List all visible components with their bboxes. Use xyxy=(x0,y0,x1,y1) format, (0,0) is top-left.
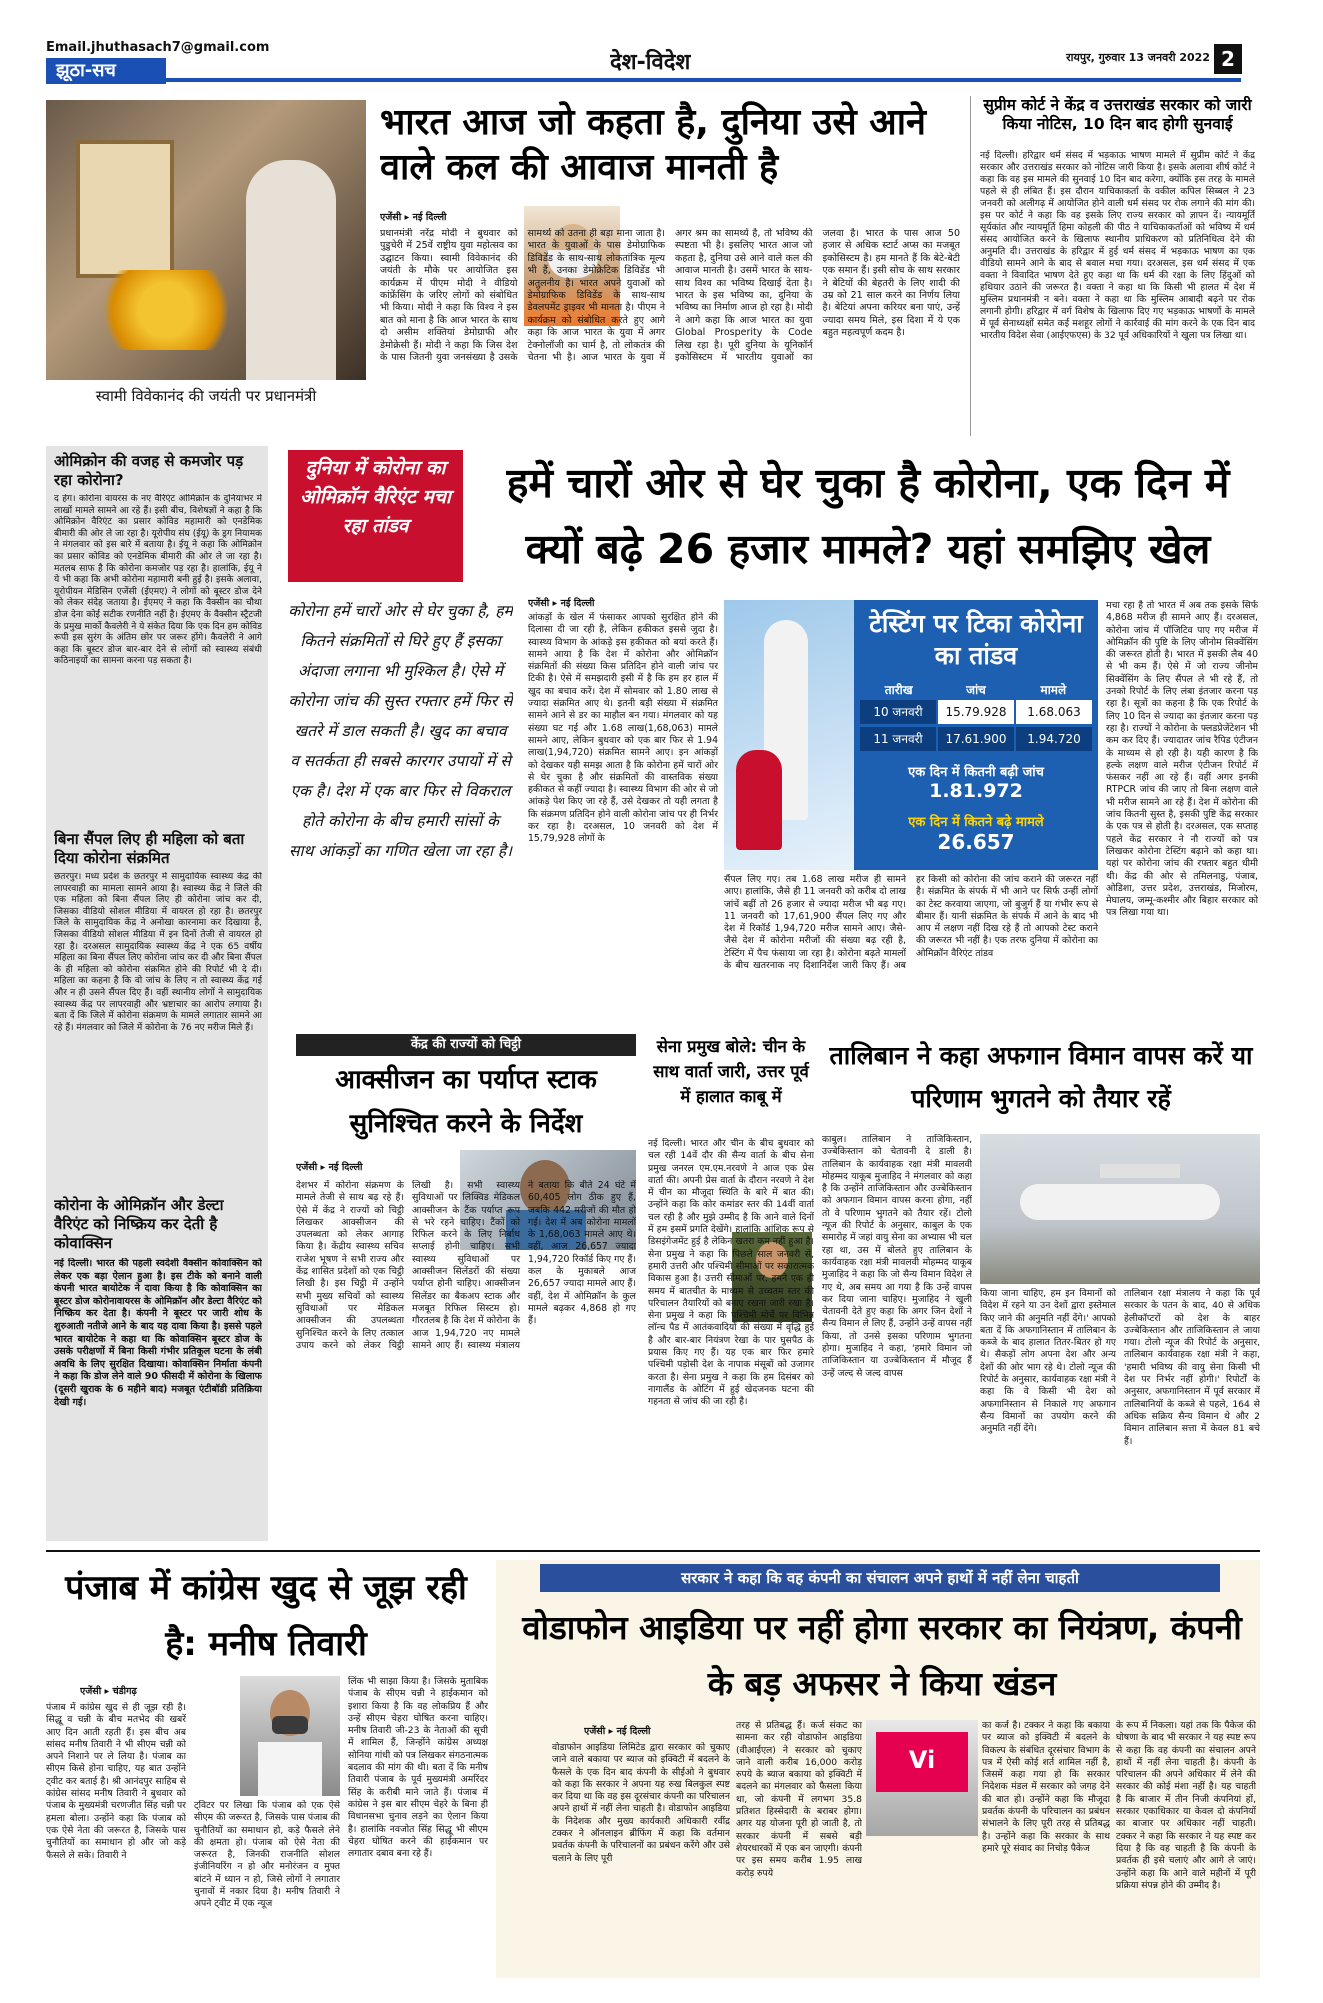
photo-caption: स्वामी विवेकानंद की जयंती पर प्रधानमंत्री xyxy=(95,387,317,405)
oxygen-headline: आक्सीजन का पर्याप्त स्टाक सुनिश्चित करने के निर्देश xyxy=(335,1065,597,1139)
taliban-body-c: तालिबान रक्षा मंत्रालय ने कहा कि पूर्व सरकार के पतन के बाद, 40 से अधिक हेलीकॉप्टरों को देश के बाहर उज्बेकिस्तान और ताजिकिस्तान ले जाया गया। टोलो न्यूज की रिपोर्ट के अनुसार, तालिबान कार्यवाहक रक्षा मंत्री ने कहा, 'हमारी भविष्य की वायु सेना किसी भी देश पर निर्भर नहीं होगी।' रिपोर्टों के अनुसार, अफगानिस्तान में पूर्व सरकार में तालिबानियों के कब्जे से पहले, 164 से अधिक सक्रिय सैन्य विमान थे और 2 विमान तालिबान सत्ता में केवल 81 बचे हैं। xyxy=(1124,1288,1260,1447)
vi-store-photo xyxy=(866,1720,978,1836)
section-title: देश-विदेश xyxy=(610,50,691,75)
lead-body: प्रधानमंत्री नरेंद्र मोदी ने बुधवार को पुडुचेरी में 25वें राष्ट्रीय युवा महोत्सव का उद्घाटन किया। स्वामी विवेकानंद की जयंती के मौके पर आयोजित इस कार्यक्रम में पीएम मोदी ने वीडियो कांफ्रेंसिंग के जरिए लोगों को संबोधित भी किया। मोदी ने कहा कि विश्व ने इस बात को माना है कि आज भारत के साथ दो असीम शक्तियां डेमोग्राफी और डेमोक्रेसी हैं। मोदी ने कहा कि जिस देश के पास जितनी युवा जनसंख्या है उसके सामर्थ्य को उतना ही बड़ा माना जाता है। भारत के युवाओं के पास डेमोग्राफिक डिविडेंड के साथ-साथ लोकतांत्रिक मूल्य भी हैं, उनका डेमोक्रेटिक डिविडेंड भी अतुलनीय है। भारत अपने युवाओं को डेमोग्राफिक डिविडेंड के साथ-साथ डेवलपमेंट ड्राइवर भी मानता है। पीएम ने कार्यक्रम को संबोधित करते हुए आगे कहा कि आज भारत के युवा में अगर टेक्नोलॉजी का चार्म है, तो लोकतंत्र की चेतना भी है। आज भारत के युवा में अगर श्रम का सामर्थ्य है, तो भविष्य की स्पष्टता भी है। इसलिए भारत आज जो कहता है, दुनिया उसे आने वाले कल की आवाज मानती है। उसमें भारत के साथ-साथ विश्व का भविष्य दिखाई देता है। भारत के इस भविष्य का, दुनिया के भविष्य का निर्माण आज हो रहा है। मोदी ने आगे कहा कि आज भारत का युवा Global Prosperity के Code लिख रहा है। पूरी दुनिया के यूनिकॉर्न इकोसिस्टम में भारतीय युवाओं का जलवा है। भारत के पास आज 50 हजार से अधिक स्टार्ट अप्स का मजबूत इकोसिस्टम है। हम मानते हैं कि बेटे-बेटी एक समान हैं। इसी सोच के साथ सरकार ने बेटियों की बेहतरी के लिए शादी की उम्र को 21 साल करने का निर्णय लिया है। बेटियां अपना करियर बना पाएं, उन्हें ज्यादा समय मिले, इस दिशा में ये एक बहुत महत्वपूर्ण कदम है। xyxy=(380,228,960,364)
china-headline: सेना प्रमुख बोले: चीन के साथ वार्ता जारी, उत्तर पूर्व में हालात काबू में xyxy=(653,1037,809,1106)
lead-headline: भारत आज जो कहता है, दुनिया उसे आने वाले कल की आवाज मानती है xyxy=(380,102,927,188)
oxygen-tag: केंद्र की राज्यों को चिट्ठी xyxy=(296,1034,636,1056)
vi-logo: Vi xyxy=(908,1746,936,1774)
vodafone-body-a: वोडाफोन आइडिया लिमिटेड द्वारा सरकार को चुकाए जाने वाले बकाया पर ब्याज को इक्विटी में बदलने के फैसले के एक दिन बाद कंपनी के सीईओ ने बुधवार को कहा कि सरकार ने अपना यह रुख बिलकुल स्पष्ट कर दिया था कि वह इस दूरसंचार कंपनी का परिचालन अपने हाथों में नहीं लेना चाहती है। वोडाफोन आइडिया के निदेशक और मुख्य कार्यकारी अधिकारी रवींद्र टक्कर ने ऑनलाइन ब्रीफिंग में कहा कि वर्तमान प्रवर्तक कंपनी के परिचालनों का प्रबंधन करेंगे और उसे चलाने के लिए पूरी xyxy=(552,1742,730,1864)
taliban-headline: तालिबान ने कहा अफगान विमान वापस करें या परिणाम भुगतने को तैयार रहें xyxy=(829,1041,1253,1113)
oxygen-byline: एजेंसी ▸ नई दिल्ली xyxy=(296,1162,363,1173)
corona-headline: हमें चारों ओर से घेर चुका है कोरोना, एक दिन में क्यों बढ़े 26 हजार मामले? यहां समझिए खेल xyxy=(506,459,1230,573)
sample-body: छतरपुर। मध्य प्रदेश के छतरपुर में सामुदायिक स्वास्थ्य केंद्र की लापरवाही का मामला सामने आया है। स्वास्थ्य केंद्र ने जिले की एक महिला को बिना सैंपल लिए ही कोरोना जांच कर दी, जिसका वीडियो सोशल मीडिया में वायरल हो रहा है। छतरपुर जिले के सामुदायिक केंद्र ने अनोखा कारनामा कर दिखाया है, जिसका वीडियो सोशल मीडिया में इन दिनों तेजी से वायरल हो रहा है। दरअसल सामुदायिक स्वास्थ्य केंद्र ने एक 65 वर्षीय महिला का बिना सैंपल लिए कोरोना जांच कर दी और बिना सैंपल के ही महिला को कोरोना संक्रमित होने की रिपोर्ट भी दे दी। महिला का कहना है कि वो जांच के लिए न तो स्वास्थ्य केंद्र गई और न ही उसने सैंपल दिए हैं। वहीं स्थानीय लोगों ने सामुदायिक स्वास्थ्य केंद्र पर लापरवाही और भ्रष्टाचार का आरोप लगाया है। बता दें कि जिले में कोरोना संक्रमण के मामले लगातार सामने आ रहे हैं। मंगलवार को जिले में कोरोना के 76 नए मरीज मिले हैं। xyxy=(54,872,262,1033)
vodafone-body-d: के रूप में निकला। यहां तक कि पैकेज की घोषणा के बाद भी सरकार ने यह स्पष्ट रूप से कहा कि वह कंपनी का संचालन अपने हाथों में नहीं लेना चाहती है। कंपनी के परिचालन की अपने अधिकार में लेने की सरकार की कोई मंशा नहीं है। यह चाहती है कि बाजार में तीन निजी कंपनियां हों, सरकार एकाधिकार या केवल दो कंपनियों का बाजार पर अधिकार नहीं चाहती। टक्कर ने कहा कि सरकार ने यह स्पष्ट कर दिया है कि वह चाहती है कि कंपनी के प्रवर्तक ही इसे चलाएं और आगे ले जाएं। उन्होंने कहा कि आने वाले महीनों में पूरी प्रक्रिया संपन्न होने की उम्मीद है। xyxy=(1116,1720,1256,1891)
stat-cases-label: एक दिन में कितने बढ़े मामले xyxy=(908,815,1044,830)
punjab-headline: पंजाब में कांग्रेस खुद से जूझ रही है: मनीष तिवारी xyxy=(65,1568,467,1664)
omicron-body: द हेग। कोरोना वायरस के नए वैरिएंट ओमिक्रोन के दुनियाभर में लाखों मामले सामने आ रहे हैं। इसी बीच, विशेषज्ञों ने कहा है कि ओमिक्रोन वैरिएंट का प्रसार कोविड महामारी को एनडेमिक बीमारी की ओर ले जा रहा है। यूरोपीय संघ (ईयू) के ड्रग नियामक ने मंगलवार को इस बारे में बताया है। ईयू ने कहा कि ओमिक्रोन का प्रसार कोविड को एनडेमिक बीमारी की ओर ले जा रहा है। मतलब साफ है कि कोरोना कमजोर पड़ रहा है। हालांकि, ईयू ने ये भी कहा कि अभी कोरोना महामारी बनी हुई है। इसके अलावा, यूरोपीयन मेडिसिन एजेंसी (ईएमए) ने लोगों को बूस्टर डोज देने को लेकर संदेह जताया है। ईएमए ने कहा कि वैक्सीन का चौथा डोज देना कोई सटीक रणनीति नहीं है। ईएमए के वैक्सीन स्ट्रैटजी के प्रमुख मार्को कैवलेरी ने ये संकेत दिया कि एक दिन हम कोविड रूपी इस सुरंग के अंतिम छोर पर जरूर होंगे। कैवलेरी ने आगे कहा कि बूस्टर डोज बार-बार देने से लोगों को स्वास्थ्य संबंधी कठिनाइयों का सामना करना पड़ सकता है। xyxy=(54,494,262,667)
stat-tests-label: एक दिन में कितनी बढ़ी जांच xyxy=(908,765,1044,780)
vodafone-body-b: तरह से प्रतिबद्ध हैं। कर्ज संकट का सामना कर रही वोडाफोन आइडिया (वीआईएल) ने सरकार को चुकाए जाने वाली करीब 16,000 करोड़ रुपये के ब्याज बकाया को इक्विटी में बदलने का मंगलवार को फैसला किया था, जो कंपनी में लगभग 35.8 प्रतिशत हिस्सेदारी के बराबर होगा। अगर यह योजना पूरी हो जाती है, तो सरकार कंपनी में सबसे बड़ी शेयरधारकों में एक बन जाएगी। कंपनी पर इस समय करीब 1.95 लाख करोड़ रुपये xyxy=(736,1720,862,1879)
punjab-body-b: ट्विटर पर लिखा कि पंजाब को एक ऐसे सीएम की जरूरत है, जिसके पास पंजाब की चुनौतियों का समाधान हो, कड़े फैसले लेने की क्षमता हो। पंजाब को ऐसे नेता की जरूरत है, जिनकी राजनीति सोशल इंजीनियरिंग न हो और मनोरंजन व मुफ्त बांटने में ध्यान न हो, जिसे लोगों ने लगातार चुनावों में नकार दिया है। मनीष तिवारी ने अपने ट्वीट में एक न्यूज xyxy=(194,1800,340,1910)
omicron-headline: ओमिक्रोन की वजह से कमजोर पड़ रहा कोरोना? xyxy=(54,452,244,489)
tewari-photo xyxy=(240,1676,340,1796)
corona-body-a: आंकड़ों के खेल में फंसाकर आपको सुरक्षित होने की दिलासा दी जा रही है, लेकिन हकीकत इससे जुदा है। स्वास्थ्य विभाग के आंकड़े इस हकीकत को बयां करते हैं। सामने आया है कि देश में कोरोना और ओमिक्रॉन संक्रमितों की संख्या किस प्रतिदिन होने वाली जांच पर टिकी है। ऐसे में समझदारी इसी में है कि हम हर हाल में खुद का बचाव करें। देश में सोमवार को 1.80 लाख से ज्यादा संक्रमित आए थे। इतनी बड़ी संख्या में संक्रमित सामने आने से डर का माहौल बन गया। मंगलवार को यह संख्या घट गई और 1.68 लाख(1,68,063) मामले सामने आए, लेकिन बुधवार को एक बार फिर से 1.94 लाख(1,94,720) संक्रमित सामने आए। इन आंकड़ों को देखकर यही समझ आता है कि कोरोना हमें चारों ओर से घेर चुका है और संक्रमितों की वास्तविक संख्या हकीकत से कहीं ज्यादा है। स्वास्थ्य विभाग की ओर से जो आंकड़े पेश किए जा रहे हैं, उसे देखकर तो यही लगता है कि संक्रमण प्रतिदिन होने वाली कोरोना जांच पर ही निर्भर कर रहा है। दरअसल, 10 जनवरी को देश में 15,79,928 लोगों के xyxy=(528,612,718,845)
vodafone-body-c: का कर्ज है। टक्कर ने कहा कि बकाया पर ब्याज को इक्विटी में बदलने के विकल्प के संबंधित दूरसंचार विभाग के पत्र में ऐसी कोई शर्त शामिल नहीं है, जिसमें कहा गया हो कि सरकार निदेशक मंडल में सरकार को जगह देने की बात हो। उन्होंने कहा कि मौजूदा प्रवर्तक कंपनी के परिचालन का प्रबंधन संभालने के लिए पूरी तरह से प्रतिबद्ध है। उन्होंने कहा कि सरकार के साथ हमारे पूरे संवाद का निचोड़ पैकेज xyxy=(982,1720,1110,1854)
infographic-table xyxy=(860,680,1092,754)
table-row xyxy=(860,700,1092,724)
table-cell: 17.61.900 xyxy=(938,727,1014,751)
taliban-aircraft-photo xyxy=(980,1134,1260,1284)
vodafone-tag: सरकार ने कहा कि वह कंपनी का संचालन अपने हाथों में नहीं लेना चाहती xyxy=(540,1564,1220,1592)
punjab-body-c: लिंक भी साझा किया है। जिसके मुताबिक पंजाब के सीएम चन्नी ने हाईकमान को इशारा किया है कि वह लोकप्रिय हैं और उन्हें सीएम चेहरा घोषित करना चाहिए। मनीष तिवारी जी-23 के नेताओं की सूची में शामिल हैं, जिन्होंने कांग्रेस अध्यक्ष सोनिया गांधी को पत्र लिखकर संगठनात्मक बदलाव की मांग की थी। बता दें कि मनीष तिवारी पंजाब के पूर्व मुख्यमंत्री अमरिंदर सिंह के करीबी माने जाते हैं। पंजाब में कांग्रेस ने इस बार सीएम चेहरे के बिना ही विधानसभा चुनाव लड़ने का ऐलान किया है। हालांकि नवजोत सिंह सिद्धू भी सीएम चेहरा घोषित करने की हाईकमान पर लगातार दबाव बना रहे हैं। xyxy=(348,1676,488,1860)
taliban-body-b: किया जाना चाहिए, हम इन विमानों को विदेश में रहने या उन देशों द्वारा इस्तेमाल किए जाने की अनुमति नहीं देंगे।' आपको बता दें कि अफगानिस्तान में तालिबान के कब्जे के बाद हालात तितर-बितर हो गए थे। सैकड़ों लोग अपना देश और अन्य देशों की ओर भाग रहे थे। टोलो न्यूज की रिपोर्ट के अनुसार, कार्यवाहक रक्षा मंत्री ने कहा कि वे किसी भी देश को अफगानिस्तान से निकाले गए अफगान सैन्य विमानों का उपयोग करने की अनुमति नहीं देंगे। xyxy=(980,1288,1116,1435)
masthead-rule xyxy=(166,78,1241,82)
taliban-body-a: काबुल। तालिबान ने ताजिकिस्तान, उज्बेकिस्तान को चेतावनी दे डाली है। तालिबान के कार्यवाहक रक्षा मंत्री मावलवी मोहम्मद याकूब मुजाहिद ने मंगलवार को कहा है कि उन्होंने ताजिकिस्तान और उज्बेकिस्तान को अफगान विमान वापस करना होगा, नहीं तो वे परिणाम भुगतने को तैयार रहें। टोलो न्यूज की रिपोर्ट के अनुसार, काबुल के एक समारोह में जहां वायु सेना का अभ्यास भी चल रहा था, उस में बोलते हुए तालिबान के कार्यवाहक रक्षा मंत्री मावलवी मोहम्मद याकूब मुजाहिद ने कहा कि जो सैन्य विमान विदेश ले गए थे, अब समय आ गया है कि उन्हें वापस कर दिया जाना चाहिए। मुजाहिद ने खुली चेतावनी देते हुए कहा कि अगर जिन देशों ने सैन्य विमान ले लिए हैं, उन्होंने उन्हें वापस नहीं किया, तो उनसे इसका परिणाम भुगतना होगा। मुजाहिद ने कहा, 'हमारे विमान जो ताजिकिस्तान या उज्बेकिस्तान में मौजूद हैं उन्हें जल्द से जल्द वापस xyxy=(822,1134,972,1379)
table-cell: 1.68.063 xyxy=(1016,700,1092,724)
infographic-title: टेस्टिंग पर टिका कोरोना का तांडव xyxy=(869,609,1083,670)
china-body: नई दिल्ली। भारत और चीन के बीच बुधवार को चल रही 14वें दौर की सैन्य वार्ता के बीच सेना प्रमुख जनरल एम.एम.नरवणे ने आज एक प्रेस वार्ता की। अपनी प्रेस वार्ता के दौरान नरवणे ने देश में चीन का मौजूदा स्थिति के बारे में बात की। उन्होंने कहा कि कोर कमांडर स्तर की 14वीं वार्ता चल रही है और मुझे उम्मीद है कि आने वाले दिनों में हम इसमें प्रगति देखेंगे। हालांकि आंशिक रूप से डिसइंगेजमेंट हुई है लेकिन खतरा कम नहीं हुआ है। सेना प्रमुख ने कहा कि पिछले साल जनवरी से, हमारी उत्तरी और पश्चिमी सीमाओं पर सकारात्मक विकास हुआ है। उत्तरी सीमाओं पर, हमने एक ही समय में बातचीत के माध्यम से उच्चतम स्तर की परिचालन तैयारियों को बनाए रखना जारी रखा है। सेना प्रमुख ने कहा कि पश्चिमी मोर्चे पर विभिन्न लॉन्च पैड में आतंकवादियों की संख्या में वृद्धि हुई है और बार-बार नियंत्रण रेखा के पार घुसपैठ के प्रयास किए गए हैं। यह एक बार फिर हमारे पश्चिमी पड़ोसी देश के नापाक मंसूबों को उजागर करता है। सेना प्रमुख ने कहा कि हम दिसंबर को नागालैंड के ओटिंग में हुई खेदजनक घटना की गहनता से जांच की जा रही है। xyxy=(648,1138,814,1408)
punjab-body-a: पंजाब में कांग्रेस खुद से ही जूझ रही है। सिद्धू व चन्नी के बीच मतभेद की खबरें आए दिन आती रहती हैं। इस बीच अब सांसद मनीष तिवारी ने भी सीएम चन्नी को अपने निशाने पर ले लिया है। पंजाब का सीएम किसे होना चाहिए, यह बात उन्होंने ट्वीट कर बताई है। श्री आनंदपुर साहिब से कांग्रेस सांसद मनीष तिवारी ने बुधवार को पंजाब के मुख्यमंत्री चरणजीत सिंह चन्नी पर हमला बोला। उन्होंने कहा कि पंजाब को एक ऐसे नेता की जरूरत है, जिसके पास चुनौतियों का समाधान हो और जो कड़े फैसले ले सके। तिवारी ने xyxy=(46,1702,186,1861)
table-cell: 15.79.928 xyxy=(938,700,1014,724)
contact-email: Email.jhuthasach7@gmail.com xyxy=(46,40,270,55)
punjab-byline: एजेंसी ▸ चंडीगढ़ xyxy=(80,1686,137,1697)
column-divider xyxy=(970,96,971,436)
col-header-cases: मामले xyxy=(1040,683,1067,697)
vodafone-headline: वोडाफोन आइडिया पर नहीं होगा सरकार का नियंत्रण, कंपनी के बड़ अफसर ने किया खंडन xyxy=(522,1608,1242,1703)
corona-kicker: दुनिया में कोरोना का ओमिक्रॉन वैरिएंट मचा रहा तांडव xyxy=(288,450,463,582)
corona-quote: कोरोना हमें चारों ओर से घेर चुका है, हम कितने संक्रमितों से घिरे हुए हैं इसका अंदाजा लगाना भी मुश्किल है। ऐसे में कोरोना जांच की सुस्त रफ्तार हमें फिर से खतरे में डाल सकती है। खुद का बचाव व सतर्कता ही सबसे कारगर उपायों में से एक है। देश में एक बार फिर से विकराल होते कोरोना के बीच हमारी सांसों के साथ आंकड़ों का गणित खेला जा रहा है। xyxy=(288,602,513,860)
table-cell: 10 जनवरी xyxy=(860,700,936,724)
corona-body-c: मचा रहा है तो भारत में अब तक इसके सिर्फ 4,868 मरीज ही सामने आए हैं। दरअसल, कोरोना जांच में पॉजिटिव पाए गए मरीज में ओमिक्रॉन की पुष्टि के लिए जीनोम सिक्वेंसिंग की जरूरत होती है। भारत में इसकी लैब 40 से भी कम हैं। ऐसे में जो राज्य जीनोम सिक्वेंसिंग के लिए सैंपल ले भी रहे हैं, तो उनको रिपोर्ट के लिए लंबा इंतजार करना पड़ रहा है। सूत्रों का कहना है कि एक रिपोर्ट के लिए 10 दिन से ज्यादा का इंतजार करना पड़ रहा है। राज्यों ने कोरोना के फ्लडप्रेजेंटेशन भी कम कर दिए हैं। ज्यादातर जांच रैपिड एंटीजन के माध्यम से हो रही है। यही कारण है कि हल्के लक्षण वाले मरीज एंटीजन रिपोर्ट में फंसकर नहीं आ रहे हैं। वहीं अगर इनकी RTPCR जांच की जाए तो बिना लक्षण वाले भी मरीज सामने आ रहे हैं। देश में कोरोना की जांच कितनी सुस्त है, इसकी पुष्टि केंद्र सरकार के एक पत्र से होती है। दरअसल, एक सप्ताह पहले केंद्र सरकार ने नौ राज्यों को पत्र लिखकर कोरोना टेस्टिंग बढ़ाने को कहा था। यहां पर कोरोना जांच की रफ्तार बहुत धीमी थी। केंद्र की ओर से तमिलनाडु, पंजाब, ओडिशा, उत्तर प्रदेश, उत्तराखंड, मिजोरम, मेघालय, जम्मू-कश्मीर और बिहार सरकार को पत्र लिखा गया था। xyxy=(1106,600,1258,919)
section-rule xyxy=(46,1550,1260,1552)
corona-byline: एजेंसी ▸ नई दिल्ली xyxy=(528,598,595,609)
table-cell: 1.94.720 xyxy=(1016,727,1092,751)
supreme-court-headline: सुप्रीम कोर्ट ने केंद्र व उत्तराखंड सरकार को जारी किया नोटिस, 10 दिन बाद होगी सुनवाई xyxy=(983,96,1252,134)
brand-label: झूठा-सच xyxy=(46,58,166,84)
lead-byline: एजेंसी ▸ नई दिल्ली xyxy=(380,212,447,223)
col-header-date: तारीख xyxy=(884,683,913,697)
supreme-court-body: नई दिल्ली। हरिद्वार धर्म संसद में भड़काऊ भाषण मामले में सुप्रीम कोर्ट ने केंद्र सरकार और उत्तराखंड सरकार को नोटिस जारी किया है। इसके अलावा शीर्ष कोर्ट ने कहा कि वह इस मामले की सुनवाई 10 दिन बाद करेगा, क्योंकि इस तरह के मामले पहले से ही लंबित हैं। इस दौरान याचिकाकर्ता के वकील कपिल सिब्बल ने 23 जनवरी को अलीगढ़ में आयोजित होने वाली धर्म संसद पर रोक लगाने की मांग की। इस पर कोर्ट ने कहा कि वह इसके लिए राज्य सरकार को ज्ञापन दें। न्यायमूर्ति सूर्यकांत और न्यायमूर्ति हिमा कोहली की पीठ ने याचिकाकर्ताओं को भविष्य में धर्म संसद आयोजित करने के खिलाफ स्थानीय प्राधिकरण को प्रतिनिधित्व देने की अनुमति दी। उत्तराखंड के हरिद्वार में हुई धर्म संसद में भड़काऊ भाषण का एक वीडियो सामने आने के बाद से बवाल मचा गया। दरअसल, इस धर्म संसद में एक वक्ता ने विवादित भाषण देते हुए कहा था कि धर्म की रक्षा के लिए हिंदुओं को हथियार उठाने की जरूरत है। वक्ता ने कहा था कि किसी भी हालत में देश में मुस्लिम प्रधानमंत्री न बने। वक्ता ने कहा था कि मुस्लिम आबादी बढ़ने पर रोक लगानी होगी। हरिद्वार में वर्ग विशेष के खिलाफ दिए गए भड़काऊ भाषणों के मामले में पूर्व सेनाध्यक्षों समेत कई मशहूर लोगों ने कार्रवाई की मांग करने के एक दिन बाद भारतीय विदेश सेवा (आईएफएस) के 32 पूर्व अधिकारियों ने खुला पत्र लिखा था। xyxy=(980,150,1255,341)
sample-headline: बिना सैंपल लिए ही महिला को बता दिया कोरोना संक्रमित xyxy=(54,830,245,867)
col-header-tests: जांच xyxy=(966,683,986,697)
pm-tribute-photo xyxy=(46,100,366,380)
page-number: 2 xyxy=(1214,44,1242,74)
stat-tests-value: 1.81.972 xyxy=(929,780,1023,802)
stat-cases-value: 26.657 xyxy=(937,830,1015,854)
covaxin-body: नई दिल्ली। भारत की पहली स्वदेशी वैक्सीन कोवाक्सिन को लेकर एक बड़ा ऐलान हुआ है। इस टीके को बनाने वाली कंपनी भारत बायोटेक ने दावा किया है कि कोवाक्सिन का बूस्टर डोज कोरोनावायरस के ओमिक्रॉन और डेल्टा वैरिएंट को निष्क्रिय कर देता है। कंपनी ने बूस्टर पर जारी शोध के शुरुआती नतीजे आने के बाद यह दावा किया है। इससे पहले भारत बायोटेक ने कहा था कि कोवाक्सिन बूस्टर डोज के उसके परीक्षणों में बिना किसी गंभीर प्रतिकूल घटना के लंबी अवधि के लिए सुरक्षित दिखाया। कोवाक्सिन निर्माता कंपनी ने कहा कि डोज लेने वाले 90 फीसदी में कोरोना के खिलाफ (दूसरी खुराक के 6 महीने बाद) मजबूत एंटीबॉडी प्रतिक्रिया देखी गई। xyxy=(54,1258,262,1408)
vodafone-byline: एजेंसी ▸ नई दिल्ली xyxy=(584,1726,651,1737)
table-cell: 11 जनवरी xyxy=(860,727,936,751)
table-row xyxy=(860,727,1092,751)
covaxin-headline: कोरोना के ओमिक्रॉन और डेल्टा वैरिएंट को निष्क्रिय कर देती है कोवाक्सिन xyxy=(54,1196,224,1252)
oxygen-body: देशभर में कोरोना संक्रमण के मामले तेजी से साथ बढ़ रहे हैं। ऐसे में केंद्र ने राज्यों को चिट्ठी लिखकर आक्सीजन की उपलब्धता को लेकर आगाह किया है। केंद्रीय स्वास्थ्य सचिव राजेश भूषण ने सभी राज्य और केंद्र शासित प्रदेशों को एक चिट्ठी लिखी है। इस चिट्ठी में उन्होंने सभी मुख्य सचिवों को स्वास्थ्य सुविधाओं पर मेडिकल आक्सीजन की उपलब्धता सुनिश्चित करने के लिए तत्काल उपाय करने को लेकर चिट्ठी लिखी है। सभी स्वास्थ्य सुविधाओं पर लिक्विड मेडिकल आक्सीजन के टैंक पर्याप्त रूप से भरे रहने चाहिए। टैंकों को रिफिल करने के लिए निर्बाध सप्लाई होनी चाहिए। सभी स्वास्थ्य सुविधाओं पर आक्सीजन सिलेंडरों की संख्या पर्याप्त होनी चाहिए। आक्सीजन सिलेंडर का बैकअप स्टाक और मजबूत रिफिल सिस्टम हो। गौरतलब है कि देश में कोरोना के आज 1,94,720 नए मामले सामने आए हैं। स्वास्थ्य मंत्रालय ने बताया कि बीते 24 घंटे में 60,405 लोग ठीक हुए हैं, जबकि 442 मरीजों की मौत हो गई। देश में अब कोरोना मामलों के 1,68,063 मामले आए थे। वहीं, आज 26,657 ज्यादा 1,94,720 रिकॉर्ड किए गए हैं। कल के मुकाबले आज 26,657 ज्यादा मामले आए हैं। वहीं, देश में ओमिक्रॉन के कुल मामले बढ़कर 4,868 हो गए हैं। xyxy=(296,1180,636,1351)
issue-date: रायपुर, गुरुवार 13 जनवरी 2022 xyxy=(1066,51,1210,64)
corona-body-b: सैंपल लिए गए। तब 1.68 लाख मरीज ही सामने आए। हालांकि, जैसे ही 11 जनवरी को करीब दो लाख जांचें बढ़ीं तो 26 हजार से ज्यादा मरीज भी बढ़ गए। 11 जनवरी को 17,61,900 सैंपल लिए गए और देश में रिकॉर्ड 1,94,720 मरीज सामने आए। जैसे-जैसे देश में कोरोना मरीजों की संख्या बढ़ रही है, टेस्टिंग में पैच फंसाया जा रहा है। कोरोना बढ़ते मामलों के बीच खतरनाक नए दिशानिर्देश जारी किए हैं। अब हर किसी को कोरोना की जांच कराने की जरूरत नहीं है। संक्रमित के संपर्क में भी आने पर सिर्फ उन्हीं लोगों का टेस्ट करवाया जाएगा, जो बुजुर्ग हैं या गंभीर रूप से बीमार हैं। यानी संक्रमित के संपर्क में आने के बाद भी आप में लक्षण नहीं दिख रहे हैं तो आपको टेस्ट कराने की जरूरत भी नहीं है। एक तरफ दुनिया में कोरोना का ओमिक्रॉन वैरिएंट तांडव xyxy=(724,874,1098,972)
